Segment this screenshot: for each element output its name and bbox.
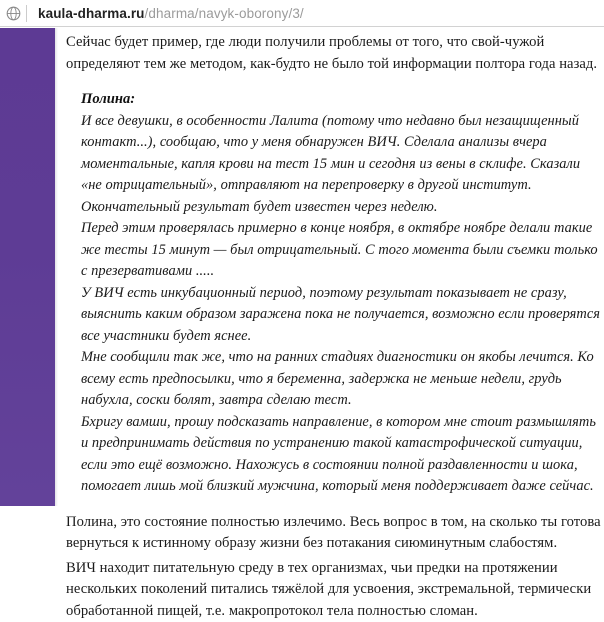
browser-address-bar[interactable]	[0, 0, 604, 27]
quote-speaker-name: Полина:	[81, 89, 604, 111]
quote-paragraph-4: Мне сообщили так же, что на ранних стадиях диагностики он якобы лечится. Ко всему есть предпосылки, что я беременна, задержка не меньше недели, грудь набухла, соски болят, завтра сделаю тест.	[81, 347, 604, 412]
url-path: /dharma/navyk-oborony/3/	[145, 6, 304, 21]
left-purple-band	[0, 28, 55, 506]
intro-paragraph: Сейчас будет пример, где люди получили проблемы от того, что свой-чужой определяют тем же методом, как-будто не было той информации полтора года назад.	[66, 32, 604, 75]
outro-paragraph-2: ВИЧ находит питательную среду в тех организмах, чьи предки на протяжении нескольких поколений питались тяжёлой для усвоения, экстремальной, термически обработанной пищей, т.е. макропротокол тела полностью сломан.	[66, 558, 604, 622]
url-domain: kaula-dharma.ru	[38, 6, 145, 21]
quote-paragraph-5: Бхригу вамши, прошу подсказать направление, в котором мне стоит размышлять и предпринимать действия по устранению такой катастрофической ситуации, если это ещё возможно. Нахожусь в состоянии полной раздавленности и шока, помогает лишь мой близкий мужчина, который меня поддерживает даже сейчас.	[81, 412, 604, 498]
globe-icon	[0, 0, 26, 27]
article-content	[66, 28, 604, 506]
quote-block	[66, 89, 604, 498]
band-edge-shadow	[55, 28, 58, 506]
outro-paragraph-1: Полина, это состояние полностью излечимо. Весь вопрос в том, на сколько ты готова вернуться к истинному образу жизни без потакания сиюминутным слабостям.	[66, 512, 604, 555]
quote-paragraph-1: И все девушки, в особенности Лалита (потому что недавно был незащищенный контакт...), сообщаю, что у меня обнаружен ВИЧ. Сделала анализы вчера моментальные, капля крови на тест 15 мин и сегодня из вены в склифе. Сказали «не отрицательный», отправляют на перепроверку в другой институт. Окончательный результат будет известен через неделю.	[81, 111, 604, 219]
address-bar-url[interactable]	[27, 0, 304, 27]
quote-paragraph-3: У ВИЧ есть инкубационный период, поэтому результат показывает не сразу, выяснить каким образом заражена пока не получается, возможно если проверятся все участники будет яснее.	[81, 283, 604, 348]
page-body	[0, 28, 604, 506]
quote-paragraph-2: Перед этим проверялась примерно в конце ноября, в октябре ноябре делали такие же тесты 15 минут — был отрицательный. С того момента были съемки только с презервативами .....	[81, 218, 604, 283]
outro-block	[66, 512, 604, 622]
